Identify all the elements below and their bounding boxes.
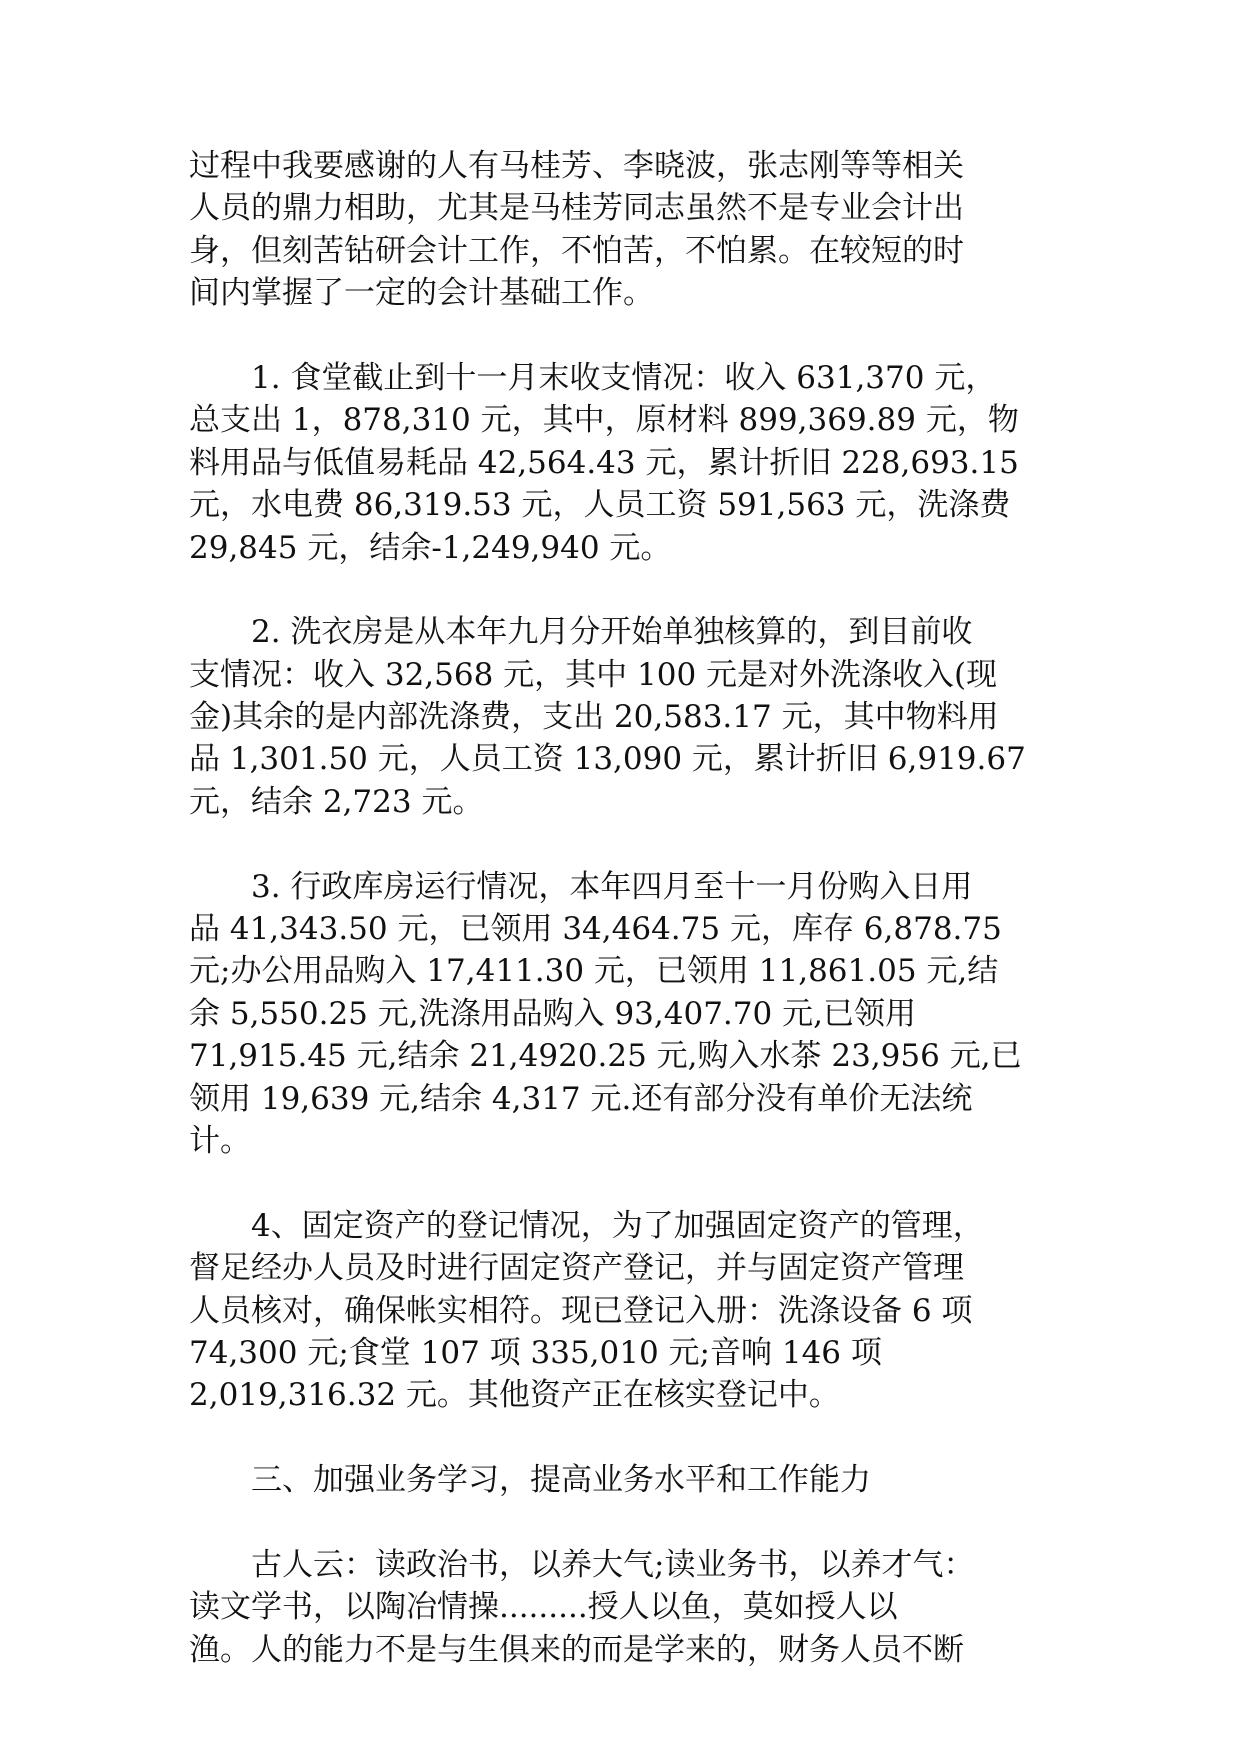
text-line: 品 41,343.50 元，已领用 34,464.75 元，库存 6,878.75 (189, 911, 1002, 948)
text-line: 人员核对，确保帐实相符。现已登记入册：洗涤设备 6 项 (189, 1292, 973, 1329)
text-line: 料用品与低值易耗品 42,564.43 元，累计折旧 228,693.15 (189, 444, 1019, 481)
text-line: 1. 食堂截止到十一月末收支情况：收入 631,370 元， (251, 359, 997, 396)
text-line: 3. 行政库房运行情况，本年四月至十一月份购入日用 (251, 868, 973, 905)
text-line: 督足经办人员及时进行固定资产登记，并与固定资产管理 (189, 1250, 964, 1287)
document-body (189, 145, 1049, 1671)
text-line: 29,845 元，结余-1,249,940 元。 (189, 529, 672, 566)
text-line: 71,915.45 元,结余 21,4920.25 元,购入水茶 23,956 元,已 (189, 1038, 1022, 1075)
text-line: 2. 洗衣房是从本年九月分开始单独核算的，到目前收 (251, 614, 973, 651)
paragraph-laundry (189, 611, 1049, 823)
paragraph-spacer (189, 1162, 1049, 1204)
text-line: 品 1,301.50 元，人员工资 13,090 元，累计折旧 6,919.67 (189, 741, 1026, 778)
text-line: 读文学书，以陶冶情操.........授人以鱼，莫如授人以 (189, 1589, 898, 1626)
text-line: 元，水电费 86,319.53 元，人员工资 591,563 元，洗涤费 (189, 487, 1011, 524)
text-line: 古人云：读政治书，以养大气;读业务书，以养才气： (251, 1546, 975, 1583)
section-heading (189, 1459, 1049, 1501)
text-line: 间内掌握了一定的会计基础工作。 (189, 275, 654, 312)
paragraph-spacer (189, 823, 1049, 865)
paragraph-spacer (189, 1502, 1049, 1544)
text-line: 2,019,316.32 元。其他资产正在核实登记中。 (189, 1377, 840, 1414)
text-line: 元，结余 2,723 元。 (189, 783, 484, 820)
paragraph-spacer (189, 569, 1049, 611)
text-line: 余 5,550.25 元,洗涤用品购入 93,407.70 元,已领用 (189, 995, 916, 1032)
text-line: 身，但刻苦钻研会计工作，不怕苦，不怕累。在较短的时 (189, 232, 964, 269)
text-line: 4、固定资产的登记情况，为了加强固定资产的管理， (251, 1207, 984, 1244)
text-line: 总支出 1，878,310 元，其中，原材料 899,369.89 元，物 (189, 402, 1019, 439)
text-line: 74,300 元;食堂 107 项 335,010 元;音响 146 项 (189, 1334, 882, 1371)
paragraph-spacer (189, 1417, 1049, 1459)
text-line: 金)其余的是内部洗涤费，支出 20,583.17 元，其中物料用 (189, 699, 999, 736)
paragraph-study (189, 1544, 1049, 1671)
text-line: 人员的鼎力相助，尤其是马桂芳同志虽然不是专业会计出 (189, 190, 964, 227)
paragraph-spacer (189, 315, 1049, 357)
paragraph-intro (189, 145, 1049, 315)
text-line: 支情况：收入 32,568 元，其中 100 元是对外洗涤收入(现 (189, 656, 998, 693)
paragraph-warehouse (189, 866, 1049, 1163)
text-line: 元;办公用品购入 17,411.30 元，已领用 11,861.05 元,结 (189, 953, 999, 990)
text-line: 过程中我要感谢的人有马桂芳、李晓波，张志刚等等相关 (189, 148, 964, 184)
text-line: 计。 (189, 1122, 251, 1159)
text-line: 渔。人的能力不是与生俱来的而是学来的，财务人员不断 (189, 1631, 964, 1668)
paragraph-fixed-assets (189, 1205, 1049, 1417)
paragraph-canteen (189, 357, 1049, 569)
section-heading-text: 三、加强业务学习，提高业务水平和工作能力 (251, 1462, 871, 1499)
text-line: 领用 19,639 元,结余 4,317 元.还有部分没有单价无法统 (189, 1080, 973, 1117)
